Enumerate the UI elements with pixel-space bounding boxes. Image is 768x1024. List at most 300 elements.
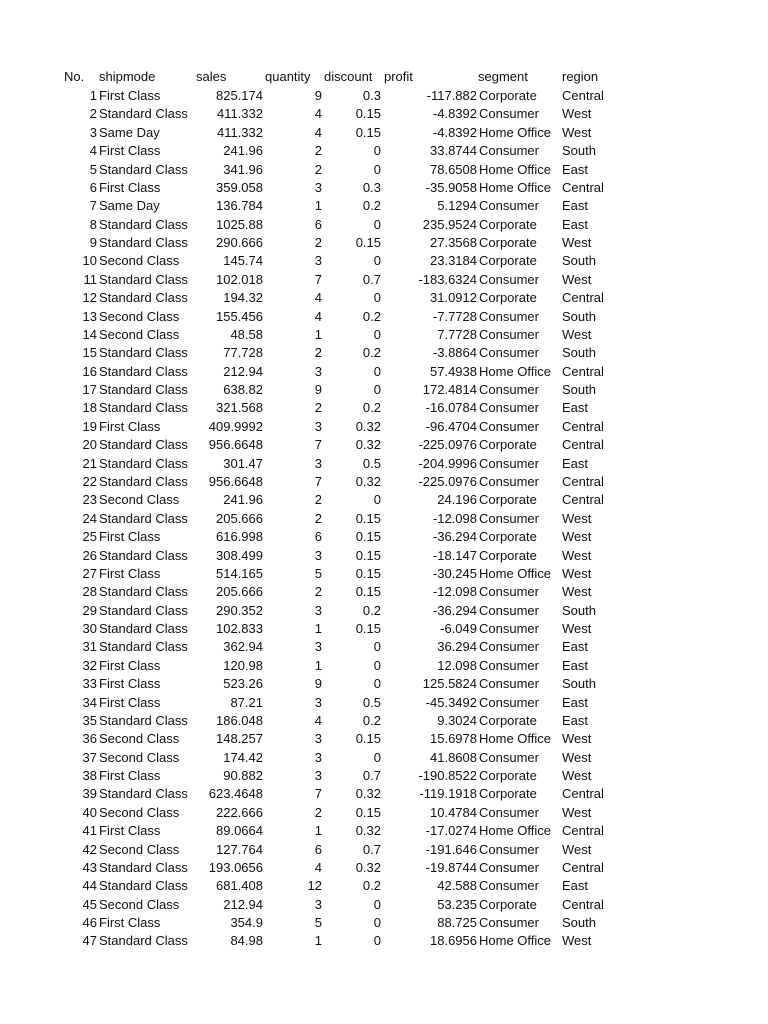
cell-discount: 0.2 — [362, 198, 381, 214]
cell-sales: 308.499 — [216, 547, 263, 563]
cell-region: East — [562, 198, 589, 214]
cell-profit: -190.8522 — [418, 768, 477, 784]
cell-segment: Corporate — [479, 547, 537, 563]
cell-no: 18 — [82, 400, 97, 416]
cell-profit: -45.3492 — [425, 694, 477, 710]
table-row — [0, 841, 768, 859]
cell-sales: 362.94 — [223, 639, 263, 655]
cell-sales: 956.6648 — [208, 473, 263, 489]
cell-discount: 0 — [373, 326, 381, 342]
table-row — [0, 179, 768, 197]
cell-sales: 48.58 — [230, 326, 263, 342]
cell-discount: 0 — [373, 676, 381, 692]
cell-region: West — [562, 529, 592, 545]
cell-quantity: 4 — [314, 308, 322, 324]
cell-profit: 5.1294 — [437, 198, 477, 214]
cell-shipmode: Standard Class — [99, 455, 188, 471]
table-row — [0, 308, 768, 326]
cell-discount: 0.32 — [355, 437, 381, 453]
cell-region: West — [562, 841, 592, 857]
table-row — [0, 822, 768, 840]
cell-segment: Consumer — [479, 143, 539, 159]
table-row — [0, 418, 768, 436]
cell-segment: Consumer — [479, 271, 539, 287]
cell-discount: 0.5 — [362, 694, 381, 710]
table-row — [0, 749, 768, 767]
cell-quantity: 2 — [314, 161, 322, 177]
cell-segment: Consumer — [479, 326, 539, 342]
cell-sales: 145.74 — [223, 253, 263, 269]
cell-profit: -117.882 — [426, 88, 477, 103]
cell-shipmode: Second Class — [99, 896, 180, 912]
cell-quantity: 2 — [314, 400, 322, 416]
cell-region: East — [562, 216, 589, 232]
table-row — [0, 785, 768, 803]
cell-quantity: 9 — [314, 88, 322, 103]
table-row — [0, 620, 768, 638]
cell-profit: 42.588 — [437, 878, 477, 894]
cell-shipmode: Second Class — [99, 253, 180, 269]
cell-sales: 186.048 — [216, 712, 263, 728]
cell-profit: 36.294 — [437, 639, 477, 655]
cell-region: West — [562, 547, 592, 563]
cell-discount: 0.2 — [362, 345, 381, 361]
cell-discount: 0.15 — [355, 584, 381, 600]
cell-quantity: 2 — [314, 235, 322, 251]
cell-profit: -16.0784 — [425, 400, 477, 416]
cell-no: 15 — [82, 345, 97, 361]
cell-quantity: 1 — [314, 823, 322, 839]
cell-discount: 0.5 — [362, 455, 381, 471]
cell-segment: Consumer — [479, 400, 539, 416]
cell-sales: 681.408 — [216, 878, 263, 894]
cell-segment: Consumer — [479, 308, 539, 324]
cell-quantity: 7 — [314, 437, 322, 453]
cell-region: South — [562, 382, 596, 398]
table-row — [0, 638, 768, 656]
cell-quantity: 6 — [314, 841, 322, 857]
cell-shipmode: Standard Class — [99, 786, 188, 802]
table-row — [0, 565, 768, 583]
table-row — [0, 547, 768, 565]
cell-shipmode: Standard Class — [99, 473, 188, 489]
cell-segment: Home Office — [479, 731, 552, 747]
table-row — [0, 602, 768, 620]
cell-quantity: 2 — [314, 510, 322, 526]
cell-sales: 956.6648 — [208, 437, 263, 453]
cell-shipmode: Standard Class — [99, 584, 188, 600]
cell-sales: 212.94 — [223, 896, 263, 912]
cell-quantity: 1 — [314, 657, 322, 673]
cell-sales: 84.98 — [230, 933, 263, 949]
cell-discount: 0.2 — [362, 712, 381, 728]
cell-segment: Consumer — [479, 418, 539, 434]
cell-shipmode: Standard Class — [99, 290, 188, 306]
cell-segment: Consumer — [479, 878, 539, 894]
cell-discount: 0.7 — [362, 841, 381, 857]
cell-sales: 174.42 — [223, 749, 263, 765]
cell-quantity: 6 — [314, 529, 322, 545]
cell-discount: 0 — [373, 382, 381, 398]
cell-shipmode: Second Class — [99, 731, 180, 747]
cell-profit: -36.294 — [432, 602, 477, 618]
cell-region: East — [562, 455, 589, 471]
cell-quantity: 4 — [314, 124, 322, 140]
cell-quantity: 3 — [314, 179, 322, 195]
cell-segment: Consumer — [479, 804, 539, 820]
cell-region: Central — [562, 896, 604, 912]
cell-no: 30 — [82, 621, 97, 637]
cell-quantity: 9 — [314, 382, 322, 398]
cell-no: 22 — [82, 473, 97, 489]
cell-discount: 0 — [373, 161, 381, 177]
cell-no: 14 — [82, 326, 97, 342]
cell-profit: -183.6324 — [418, 271, 477, 287]
cell-quantity: 3 — [314, 749, 322, 765]
cell-sales: 411.332 — [216, 124, 263, 140]
cell-shipmode: Second Class — [99, 749, 180, 765]
cell-shipmode: Standard Class — [99, 345, 188, 361]
cell-sales: 77.728 — [223, 345, 263, 361]
cell-discount: 0.32 — [355, 786, 381, 802]
cell-shipmode: Second Class — [99, 492, 180, 508]
cell-no: 37 — [82, 749, 97, 765]
cell-shipmode: Standard Class — [99, 510, 188, 526]
cell-discount: 0.32 — [355, 473, 381, 489]
table-row — [0, 363, 768, 381]
cell-region: West — [562, 933, 592, 949]
cell-profit: 78.6508 — [430, 161, 477, 177]
cell-region: West — [562, 804, 592, 820]
cell-region: West — [562, 235, 592, 251]
cell-no: 31 — [82, 639, 97, 655]
cell-region: East — [562, 878, 589, 894]
cell-no: 7 — [89, 198, 97, 214]
cell-segment: Consumer — [479, 694, 539, 710]
table-row — [0, 675, 768, 693]
cell-segment: Corporate — [479, 712, 537, 728]
table-row — [0, 289, 768, 307]
cell-segment: Home Office — [479, 179, 552, 195]
cell-sales: 87.21 — [230, 694, 263, 710]
cell-profit: -4.8392 — [432, 124, 477, 140]
cell-quantity: 3 — [314, 639, 322, 655]
cell-quantity: 2 — [314, 143, 322, 159]
cell-no: 34 — [82, 694, 97, 710]
cell-segment: Corporate — [479, 768, 537, 784]
cell-quantity: 3 — [314, 768, 322, 784]
cell-quantity: 1 — [314, 933, 322, 949]
cell-no: 26 — [82, 547, 97, 563]
cell-no: 32 — [82, 657, 97, 673]
cell-region: West — [562, 271, 592, 287]
cell-no: 28 — [82, 584, 97, 600]
cell-region: Central — [562, 88, 604, 103]
cell-shipmode: First Class — [99, 768, 161, 784]
cell-shipmode: Standard Class — [99, 437, 188, 453]
table-row — [0, 491, 768, 509]
cell-profit: -19.8744 — [425, 859, 477, 875]
cell-segment: Consumer — [479, 473, 539, 489]
cell-quantity: 3 — [314, 547, 322, 563]
table-row — [0, 914, 768, 932]
cell-shipmode: Standard Class — [99, 382, 188, 398]
header-segment: segment — [478, 69, 528, 84]
cell-quantity: 5 — [314, 915, 322, 931]
table-row — [0, 252, 768, 270]
cell-sales: 290.352 — [216, 602, 263, 618]
table-row — [0, 932, 768, 950]
cell-discount: 0.15 — [355, 547, 381, 563]
cell-profit: -191.646 — [425, 841, 477, 857]
cell-no: 8 — [89, 216, 97, 232]
cell-shipmode: Second Class — [99, 841, 180, 857]
cell-no: 35 — [82, 712, 97, 728]
cell-profit: -17.0274 — [425, 823, 477, 839]
cell-shipmode: First Class — [99, 565, 161, 581]
cell-region: Central — [562, 786, 604, 802]
table-row — [0, 455, 768, 473]
cell-profit: 235.9524 — [422, 216, 477, 232]
cell-shipmode: Standard Class — [99, 639, 188, 655]
cell-region: South — [562, 676, 596, 692]
header-sales: sales — [196, 69, 227, 84]
cell-profit: -119.1918 — [419, 786, 477, 802]
cell-discount: 0.7 — [362, 768, 381, 784]
cell-segment: Corporate — [479, 529, 537, 545]
cell-quantity: 4 — [314, 859, 322, 875]
cell-profit: -3.8864 — [432, 345, 477, 361]
cell-discount: 0 — [373, 749, 381, 765]
cell-region: Central — [562, 179, 604, 195]
cell-discount: 0 — [373, 933, 381, 949]
cell-quantity: 3 — [314, 731, 322, 747]
table-row — [0, 583, 768, 601]
cell-sales: 409.9992 — [208, 418, 263, 434]
cell-sales: 155.456 — [216, 308, 263, 324]
cell-region: West — [562, 731, 592, 747]
cell-region: East — [562, 712, 589, 728]
cell-discount: 0 — [373, 290, 381, 306]
cell-sales: 411.332 — [216, 106, 263, 122]
cell-no: 40 — [82, 804, 97, 820]
cell-profit: 57.4938 — [430, 363, 477, 379]
cell-profit: 10.4784 — [430, 804, 477, 820]
cell-profit: 7.7728 — [437, 326, 477, 342]
cell-segment: Consumer — [479, 639, 539, 655]
cell-discount: 0 — [373, 492, 381, 508]
table-row — [0, 657, 768, 675]
cell-shipmode: First Class — [99, 88, 161, 103]
cell-region: South — [562, 308, 596, 324]
cell-segment: Corporate — [479, 253, 537, 269]
cell-sales: 102.833 — [216, 621, 263, 637]
cell-profit: -7.7728 — [432, 308, 477, 324]
cell-no: 12 — [82, 290, 97, 306]
cell-region: Central — [562, 473, 604, 489]
cell-discount: 0.15 — [355, 510, 381, 526]
cell-discount: 0.2 — [362, 878, 381, 894]
cell-region: Central — [562, 290, 604, 306]
cell-shipmode: First Class — [99, 657, 161, 673]
cell-no: 6 — [89, 179, 97, 195]
header-shipmode: shipmode — [99, 69, 156, 84]
cell-no: 27 — [82, 565, 97, 581]
cell-segment: Home Office — [479, 161, 552, 177]
cell-region: East — [562, 694, 589, 710]
cell-shipmode: Standard Class — [99, 621, 188, 637]
cell-segment: Consumer — [479, 382, 539, 398]
cell-sales: 354.9 — [230, 915, 263, 931]
cell-profit: 12.098 — [437, 657, 477, 673]
cell-profit: -12.098 — [432, 510, 477, 526]
cell-segment: Consumer — [479, 749, 539, 765]
cell-shipmode: Second Class — [99, 308, 180, 324]
cell-shipmode: Standard Class — [99, 602, 188, 618]
cell-sales: 120.98 — [223, 657, 263, 673]
cell-sales: 514.165 — [216, 565, 263, 581]
cell-shipmode: Standard Class — [99, 106, 188, 122]
cell-region: West — [562, 326, 592, 342]
table-row — [0, 197, 768, 215]
cell-discount: 0 — [373, 363, 381, 379]
cell-discount: 0 — [373, 896, 381, 912]
cell-discount: 0.15 — [355, 235, 381, 251]
header-no: No. — [64, 69, 85, 84]
cell-sales: 205.666 — [216, 584, 263, 600]
cell-profit: -204.9996 — [418, 455, 477, 471]
cell-shipmode: First Class — [99, 418, 161, 434]
table-row — [0, 87, 768, 105]
cell-quantity: 12 — [307, 878, 322, 894]
cell-no: 46 — [82, 915, 97, 931]
header-quantity: quantity — [265, 69, 311, 84]
cell-no: 4 — [89, 143, 97, 159]
cell-shipmode: Standard Class — [99, 216, 188, 232]
cell-sales: 102.018 — [216, 271, 263, 287]
cell-profit: 31.0912 — [430, 290, 477, 306]
cell-region: South — [562, 345, 596, 361]
cell-sales: 359.058 — [216, 179, 263, 195]
cell-no: 23 — [82, 492, 97, 508]
cell-shipmode: Standard Class — [99, 400, 188, 416]
cell-segment: Home Office — [479, 823, 552, 839]
cell-shipmode: Standard Class — [99, 161, 188, 177]
cell-shipmode: Standard Class — [99, 878, 188, 894]
header-profit: profit — [384, 69, 413, 84]
table-row — [0, 161, 768, 179]
cell-profit: 9.3024 — [437, 712, 477, 728]
cell-region: South — [562, 253, 596, 269]
cell-sales: 205.666 — [216, 510, 263, 526]
cell-region: Central — [562, 859, 604, 875]
cell-sales: 222.666 — [216, 804, 263, 820]
cell-shipmode: First Class — [99, 915, 161, 931]
table-row — [0, 105, 768, 123]
cell-no: 3 — [89, 124, 97, 140]
cell-shipmode: First Class — [99, 529, 161, 545]
cell-sales: 212.94 — [223, 363, 263, 379]
cell-region: East — [562, 161, 589, 177]
table-row — [0, 142, 768, 160]
table-row — [0, 436, 768, 454]
cell-sales: 136.784 — [216, 198, 263, 214]
cell-no: 39 — [82, 786, 97, 802]
cell-sales: 89.0664 — [216, 823, 263, 839]
cell-no: 11 — [83, 271, 97, 287]
cell-segment: Home Office — [479, 565, 552, 581]
cell-region: Central — [562, 418, 604, 434]
cell-quantity: 4 — [314, 712, 322, 728]
cell-sales: 638.82 — [223, 382, 263, 398]
cell-profit: 53.235 — [437, 896, 477, 912]
cell-profit: -225.0976 — [418, 437, 477, 453]
table-row — [0, 399, 768, 417]
cell-segment: Corporate — [479, 235, 537, 251]
cell-sales: 623.4648 — [208, 786, 263, 802]
cell-quantity: 3 — [314, 418, 322, 434]
cell-no: 33 — [82, 676, 97, 692]
table-header-row — [0, 68, 768, 86]
cell-region: Central — [562, 363, 604, 379]
cell-profit: 24.196 — [437, 492, 477, 508]
cell-discount: 0.32 — [355, 418, 381, 434]
cell-profit: -12.098 — [432, 584, 477, 600]
cell-region: Central — [562, 437, 604, 453]
cell-region: West — [562, 584, 592, 600]
cell-no: 24 — [82, 510, 97, 526]
cell-region: Central — [562, 492, 604, 508]
cell-sales: 127.764 — [216, 841, 263, 857]
header-region: region — [562, 69, 599, 84]
cell-region: East — [562, 657, 589, 673]
cell-quantity: 7 — [314, 786, 322, 802]
cell-quantity: 2 — [314, 345, 322, 361]
header-discount: discount — [324, 69, 373, 84]
cell-profit: -36.294 — [432, 529, 477, 545]
cell-segment: Corporate — [479, 290, 537, 306]
cell-quantity: 3 — [314, 455, 322, 471]
table-row — [0, 271, 768, 289]
cell-sales: 194.32 — [223, 290, 263, 306]
cell-discount: 0 — [373, 253, 381, 269]
cell-profit: 15.6978 — [430, 731, 477, 747]
cell-no: 45 — [82, 896, 97, 912]
table-row — [0, 896, 768, 914]
cell-discount: 0 — [373, 639, 381, 655]
table-row — [0, 510, 768, 528]
cell-profit: 23.3184 — [430, 253, 477, 269]
cell-segment: Consumer — [479, 345, 539, 361]
cell-sales: 301.47 — [223, 455, 263, 471]
cell-discount: 0.2 — [362, 308, 381, 324]
cell-quantity: 3 — [314, 694, 322, 710]
cell-quantity: 2 — [314, 492, 322, 508]
cell-no: 41 — [82, 823, 97, 839]
cell-shipmode: First Class — [99, 694, 161, 710]
cell-region: West — [562, 621, 592, 637]
cell-shipmode: Same Day — [99, 124, 160, 140]
cell-quantity: 5 — [314, 565, 322, 581]
cell-segment: Consumer — [479, 621, 539, 637]
cell-region: Central — [562, 823, 604, 839]
cell-shipmode: Standard Class — [99, 547, 188, 563]
cell-segment: Consumer — [479, 676, 539, 692]
cell-quantity: 2 — [314, 584, 322, 600]
cell-discount: 0.2 — [362, 400, 381, 416]
cell-segment: Consumer — [479, 198, 539, 214]
cell-sales: 90.882 — [223, 768, 263, 784]
